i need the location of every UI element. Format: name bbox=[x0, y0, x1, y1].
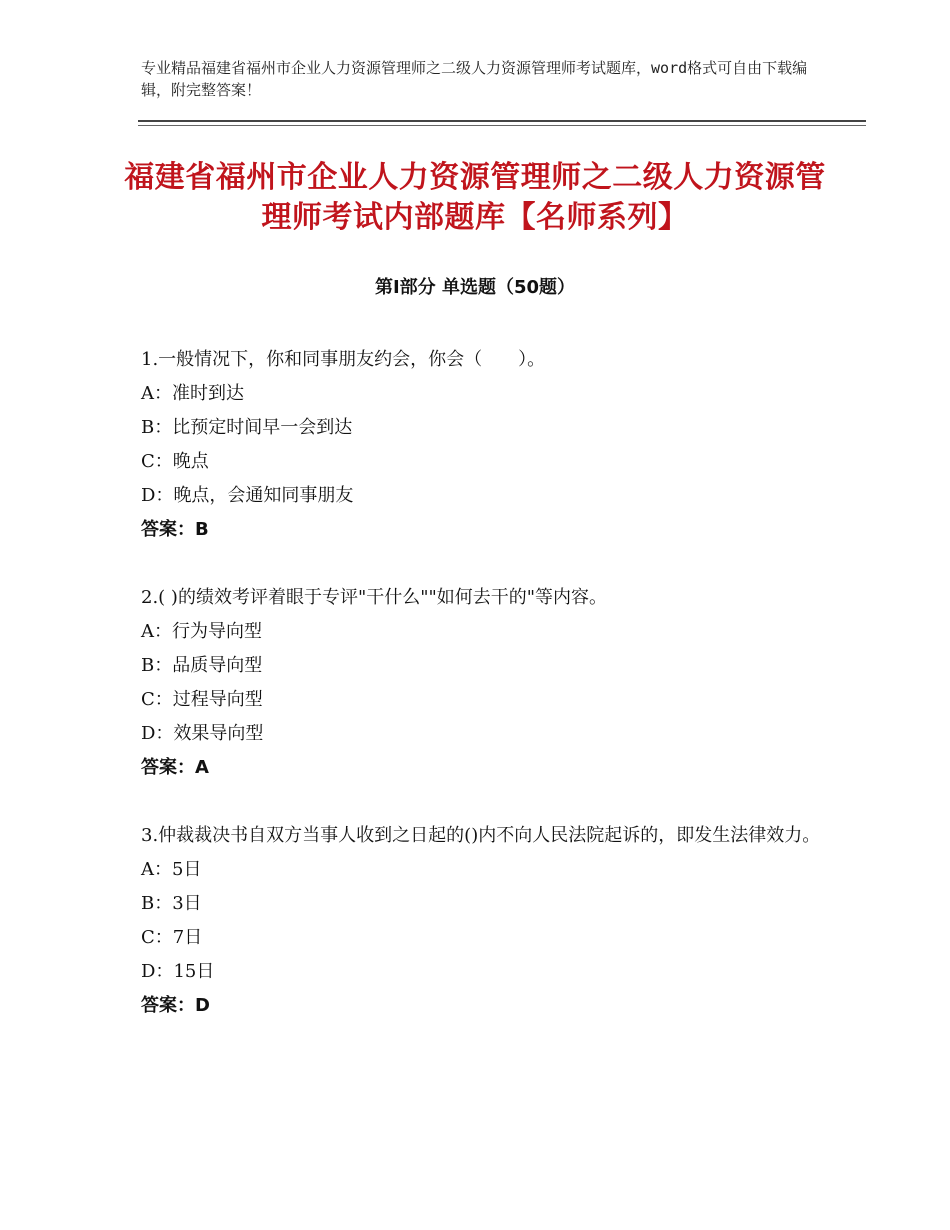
option-text: 品质导向型 bbox=[172, 655, 263, 676]
option-key: C： bbox=[141, 451, 173, 472]
option-text: 比预定时间早一会到达 bbox=[172, 417, 353, 438]
option-key: C： bbox=[141, 927, 173, 948]
option-text: 7日 bbox=[172, 927, 203, 948]
answer: 答案：D bbox=[141, 995, 210, 1016]
option-a bbox=[141, 377, 841, 411]
option-d bbox=[141, 479, 841, 513]
option-a bbox=[141, 853, 841, 887]
option-d bbox=[141, 955, 841, 989]
answer: 答案：A bbox=[141, 757, 209, 778]
question-stem: 1.一般情况下，你和同事朋友约会，你会（ ）。 bbox=[141, 349, 546, 370]
option-b bbox=[141, 649, 841, 683]
option-key: B： bbox=[141, 655, 173, 676]
option-text: 准时到达 bbox=[172, 383, 244, 404]
option-text: 5日 bbox=[172, 859, 202, 880]
option-c bbox=[141, 445, 841, 479]
option-b bbox=[141, 887, 841, 921]
answer: 答案：B bbox=[141, 519, 209, 540]
option-text: 3日 bbox=[172, 893, 202, 914]
option-text: 15日 bbox=[173, 961, 215, 982]
header-note: 专业精品福建省福州市企业人力资源管理师之二级人力资源管理师考试题库，word格式可自由下载编辑，附完整答案！ bbox=[141, 59, 808, 99]
option-c bbox=[141, 921, 841, 955]
option-key: B： bbox=[141, 417, 173, 438]
option-d bbox=[141, 717, 841, 751]
option-key: D： bbox=[141, 961, 174, 982]
option-text: 过程导向型 bbox=[172, 689, 263, 710]
option-text: 效果导向型 bbox=[173, 723, 264, 744]
option-key: A： bbox=[141, 859, 172, 880]
question-list bbox=[141, 343, 841, 1057]
question-1 bbox=[141, 343, 841, 547]
option-a bbox=[141, 615, 841, 649]
header-rule-thin bbox=[138, 125, 866, 126]
header-rule-thick bbox=[138, 120, 866, 122]
option-key: A： bbox=[141, 383, 172, 404]
question-stem: 3.仲裁裁决书自双方当事人收到之日起的()内不向人民法院起诉的，即发生法律效力。 bbox=[141, 825, 821, 846]
question-2 bbox=[141, 581, 841, 785]
question-3 bbox=[141, 819, 841, 1023]
document-title: 福建省福州市企业人力资源管理师之二级人力资源管理师考试内部题库【名师系列】 bbox=[124, 160, 826, 235]
option-key: B： bbox=[141, 893, 173, 914]
option-text: 晚点 bbox=[172, 451, 209, 472]
option-key: D： bbox=[141, 723, 174, 744]
option-text: 行为导向型 bbox=[172, 621, 262, 642]
section-heading: 第Ⅰ部分 单选题（50题） bbox=[374, 277, 575, 298]
option-key: D： bbox=[141, 485, 174, 506]
option-c bbox=[141, 683, 841, 717]
option-text: 晚点，会通知同事朋友 bbox=[173, 485, 354, 506]
option-key: A： bbox=[141, 621, 172, 642]
option-b bbox=[141, 411, 841, 445]
question-stem: 2.( )的绩效考评着眼于专评"干什么""如何去干的"等内容。 bbox=[141, 587, 608, 608]
option-key: C： bbox=[141, 689, 173, 710]
